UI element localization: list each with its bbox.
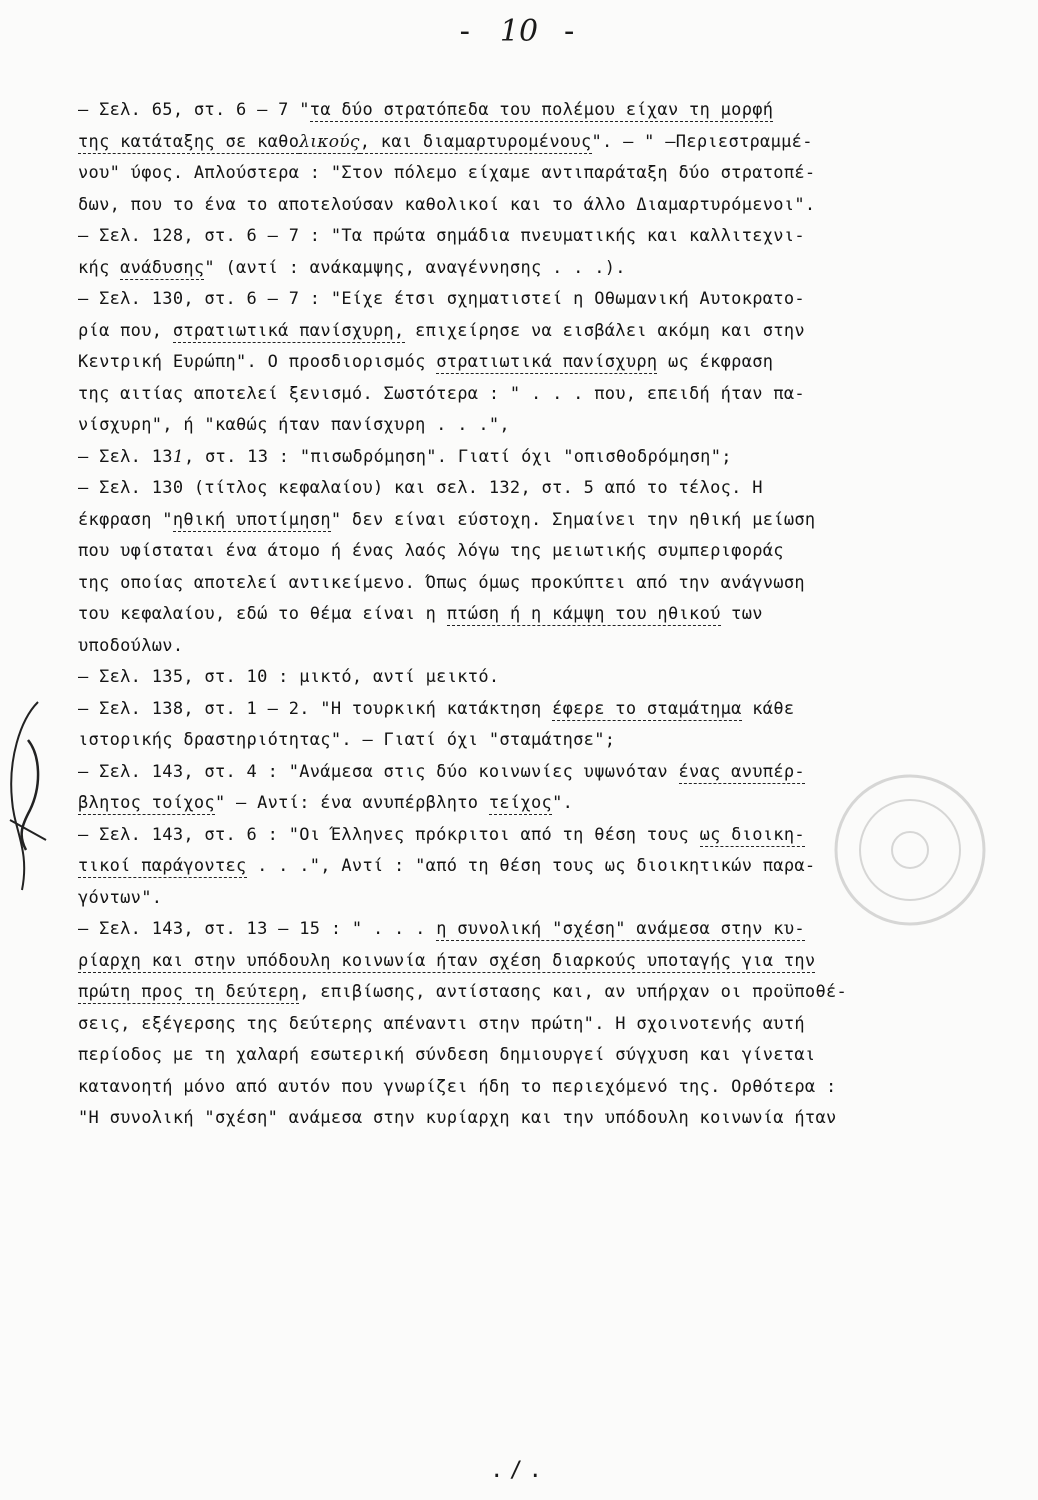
header-dash-right: - xyxy=(560,14,583,49)
text-segment: ρία που, xyxy=(78,320,173,341)
text-line xyxy=(78,1072,1028,1104)
underlined-phrase: ρίαρχη και στην υπόδουλη κοινωνία ήταν σχέση διαρκούς υποταγής για την xyxy=(78,950,816,971)
underlined-phrase: , και διαμαρτυρομένους xyxy=(359,131,592,152)
text-line xyxy=(78,221,1028,253)
official-seal-icon xyxy=(830,770,990,930)
text-segment: " (αντί : ανάκαμψης, αναγέννησης . . .). xyxy=(204,257,626,278)
text-segment: γόντων". xyxy=(78,887,163,908)
underlined-phrase: της κατάταξης σε καθο xyxy=(78,131,300,152)
text-line xyxy=(78,1103,1028,1135)
underlined-phrase: στρατιωτικά πανίσχυρη xyxy=(436,352,658,372)
underlined-phrase: ανάδυσης xyxy=(120,257,205,278)
text-segment: ως έκφραση xyxy=(657,352,774,372)
text-segment: νίσχυρη", ή "καθώς ήταν πανίσχυρη . . .", xyxy=(78,415,510,435)
text-line xyxy=(78,95,1028,127)
header-dash-left: - xyxy=(455,14,478,49)
text-line xyxy=(78,316,1028,348)
document-body xyxy=(78,95,1028,1135)
underlined-phrase: λικούς xyxy=(299,131,360,152)
text-segment: περίοδος με τη χαλαρή εσωτερική σύνδεση δημιουργεί σύγχυση και γίνεται xyxy=(78,1045,816,1065)
text-segment: – Σελ. 138, στ. 1 – 2. "Η τουρκική κατάκτηση xyxy=(78,698,553,719)
page-number: 10 xyxy=(499,14,539,49)
text-segment: – Σελ. 128, στ. 6 – 7 : "Τα πρώτα σημάδια πνευματικής και καλλιτεχνι- xyxy=(78,226,805,246)
text-line xyxy=(78,442,1028,474)
underlined-phrase: έφερε το σταμάτημα xyxy=(552,698,742,719)
text-line xyxy=(78,410,1028,442)
text-segment: – Σελ. 143, στ. 13 – 15 : " . . . xyxy=(78,919,437,939)
underlined-phrase: τικοί παράγοντες xyxy=(78,856,247,876)
text-line xyxy=(78,379,1028,411)
text-line xyxy=(78,1009,1028,1041)
text-line xyxy=(78,725,1028,757)
text-line xyxy=(78,473,1028,505)
text-segment: – Σελ. 135, στ. 10 : μικτό, αντί μεικτό. xyxy=(78,667,500,687)
text-line xyxy=(78,568,1028,600)
underlined-phrase: πτώση ή η κάμψη του ηθικού xyxy=(446,604,721,624)
text-line xyxy=(78,253,1028,285)
text-segment: που υφίσταται ένα άτομο ή ένας λαός λόγω της μειωτικής συμπεριφοράς xyxy=(78,541,784,561)
page-continuation-mark: ./. xyxy=(490,1458,548,1483)
text-segment: επιχείρησε να εισβάλει ακόμη και στην xyxy=(404,320,805,341)
text-line xyxy=(78,536,1028,568)
text-line xyxy=(78,347,1028,379)
underlined-phrase: τείχος xyxy=(488,793,553,813)
page-header xyxy=(0,14,1038,49)
underlined-phrase: τα δύο στρατόπεδα του πολέμου είχαν τη μορφή xyxy=(309,100,774,120)
text-line xyxy=(78,284,1028,316)
text-line xyxy=(78,631,1028,663)
text-segment: , στ. 13 : "πισωδρόμηση". Γιατί όχι "οπισθοδρόμηση"; xyxy=(183,446,732,467)
text-segment: των xyxy=(720,604,763,624)
text-line xyxy=(78,946,1028,978)
text-segment: έκφραση " xyxy=(78,509,173,530)
text-segment: υποδούλων. xyxy=(78,635,184,656)
text-line xyxy=(78,190,1028,222)
underlined-phrase: ηθική υποτίμηση xyxy=(172,509,331,530)
underlined-phrase: ως διοικη- xyxy=(699,824,805,845)
text-segment: 1 xyxy=(172,446,184,467)
text-segment: κής xyxy=(78,257,121,278)
text-segment: – Σελ. 65, στ. 6 – 7 " xyxy=(78,100,310,120)
text-line xyxy=(78,694,1028,726)
text-segment: δων, που το ένα το αποτελούσαν καθολικοί και το άλλο Διαμαρτυρόμενοι". xyxy=(78,194,816,215)
text-segment: – Σελ. 143, στ. 4 : "Ανάμεσα στις δύο κοινωνίες υψωνόταν xyxy=(78,761,679,782)
underlined-phrase: στρατιωτικά πανίσχυρη, xyxy=(172,320,405,341)
text-segment: " δεν είναι εύστοχη. Σημαίνει την ηθική μείωση xyxy=(330,509,816,530)
text-segment: της αιτίας αποτελεί ξενισμό. Σωστότερα : " . . . που, επειδή ήταν πα- xyxy=(78,383,805,404)
text-segment: , επιβίωσης, αντίστασης και, αν υπήρχαν οι προϋποθέ- xyxy=(299,982,848,1002)
margin-annotation-icon xyxy=(0,700,60,900)
text-segment: κάθε xyxy=(741,698,795,719)
text-segment: ". – " –Περιεστραμμέ- xyxy=(591,131,813,152)
text-segment: – Σελ. 130, στ. 6 – 7 : "Είχε έτσι σχηματιστεί η Οθωμανική Αυτοκρατο- xyxy=(78,289,805,309)
text-segment: του κεφαλαίου, εδώ το θέμα είναι η xyxy=(78,604,447,624)
text-line xyxy=(78,599,1028,631)
text-segment: – Σελ. 130 (τίτλος κεφαλαίου) και σελ. 132, στ. 5 από το τέλος. Η xyxy=(78,478,763,498)
text-line xyxy=(78,127,1028,159)
text-segment: κατανοητή μόνο από αυτόν που γνωρίζει ήδη το περιεχόμενό της. Ορθότερα : xyxy=(78,1076,837,1097)
underlined-phrase: η συνολική "σχέση" ανάμεσα στην κυ- xyxy=(436,919,805,939)
underlined-phrase: πρώτη προς τη δεύτερη xyxy=(78,982,300,1002)
text-line xyxy=(78,662,1028,694)
text-segment: Κεντρική Ευρώπη". Ο προσδιορισμός xyxy=(78,352,437,372)
underlined-phrase: ένας ανυπέρ- xyxy=(678,761,805,782)
text-segment: νου" ύφος. Απλούστερα : "Στον πόλεμο είχαμε αντιπαράταξη δύο στρατοπέ- xyxy=(78,163,816,183)
text-line xyxy=(78,158,1028,190)
text-segment: – Σελ. 13 xyxy=(78,446,173,467)
text-segment: ". xyxy=(552,793,574,813)
text-line xyxy=(78,505,1028,537)
text-segment: " – Αντί: ένα ανυπέρβλητο xyxy=(214,793,489,813)
text-segment: ιστορικής δραστηριότητας". – Γιατί όχι "σταμάτησε"; xyxy=(78,730,616,750)
text-segment: "Η συνολική "σχέση" ανάμεσα στην κυρίαρχη και την υπόδουλη κοινωνία ήταν xyxy=(78,1108,837,1128)
text-line xyxy=(78,977,1028,1009)
text-segment: της οποίας αποτελεί αντικείμενο. Όπως όμως προκύπτει από την ανάγνωση xyxy=(78,572,805,593)
text-segment: . . .", Αντί : "από τη θέση τους ως διοικητικών παρα- xyxy=(246,856,816,876)
text-segment: – Σελ. 143, στ. 6 : "Οι Έλληνες πρόκριτοι από τη θέση τους xyxy=(78,824,700,845)
underlined-phrase: βλητος τοίχος xyxy=(78,793,215,813)
text-segment: σεις, εξέγερσης της δεύτερης απέναντι στην πρώτη". Η σχοινοτενής αυτή xyxy=(78,1013,805,1034)
text-line xyxy=(78,1040,1028,1072)
